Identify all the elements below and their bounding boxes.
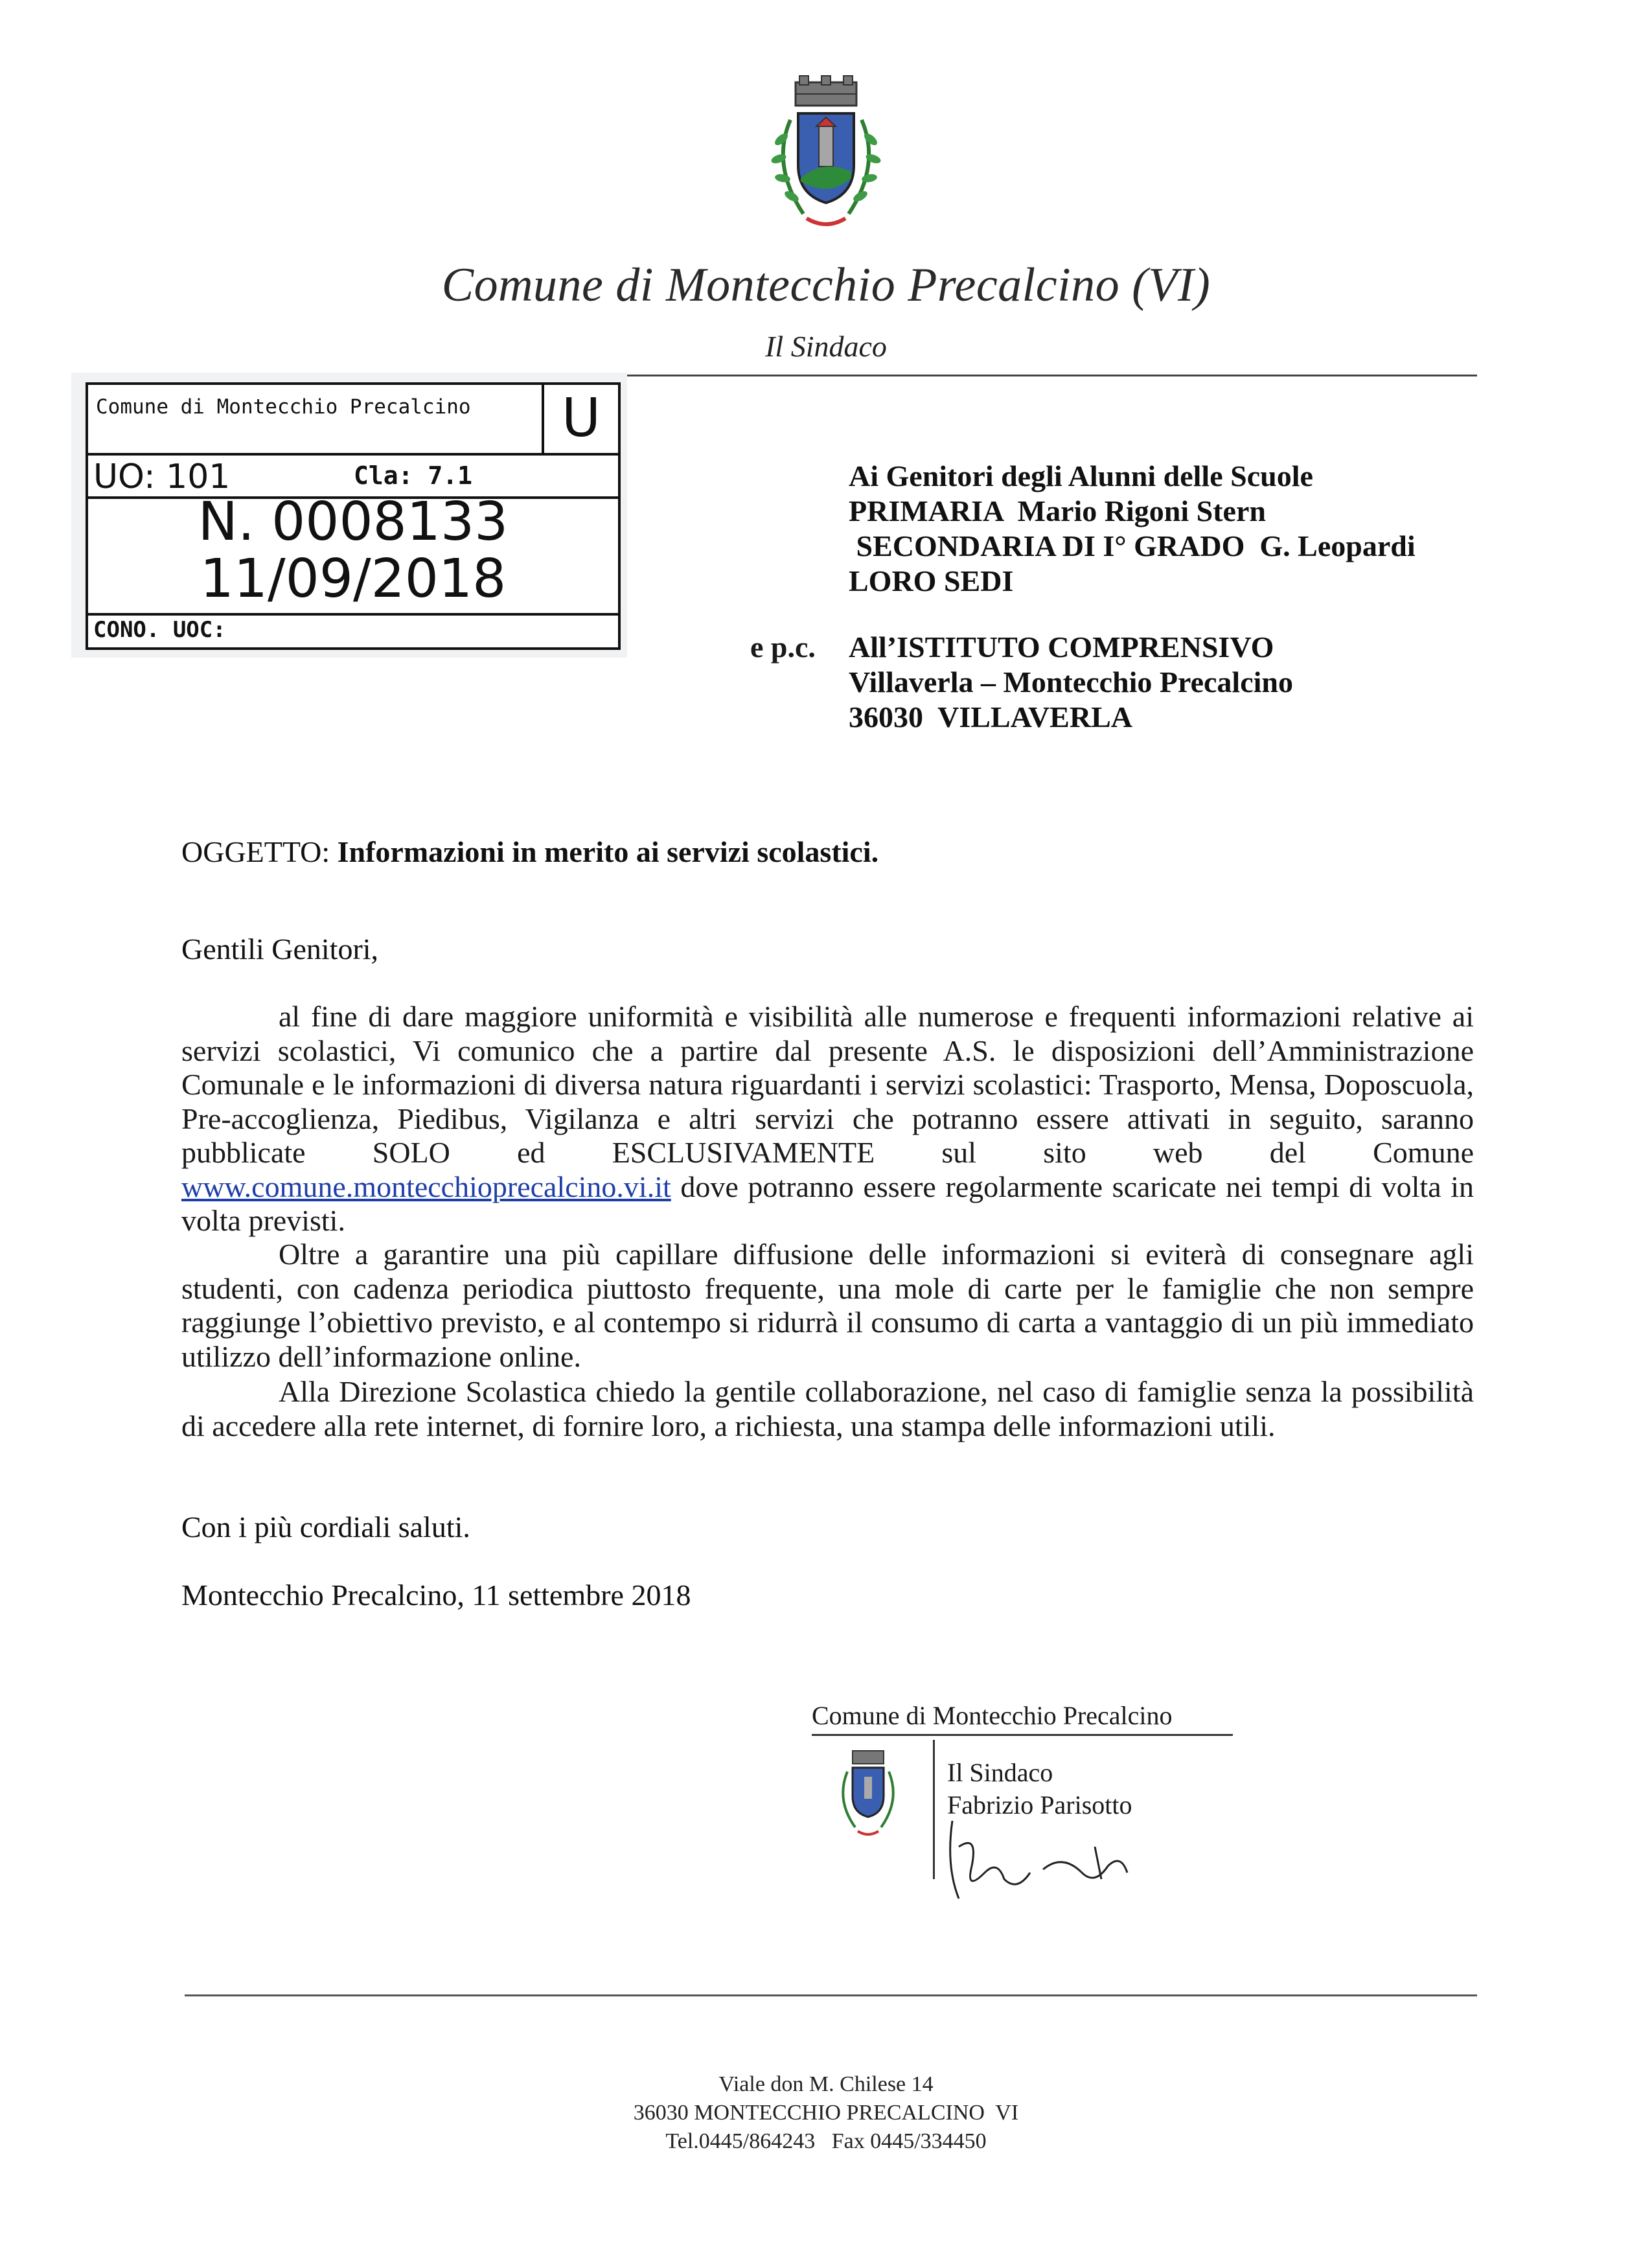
addressee-line: 36030 VILLAVERLA (849, 700, 1132, 734)
stamp-divider (88, 613, 618, 616)
subject-text: Informazioni in merito ai servizi scolastici. (337, 835, 879, 868)
municipal-crest-icon (751, 75, 901, 240)
municipality-title: Comune di Montecchio Precalcino (VI) (441, 259, 1211, 312)
body-paragraph (181, 1000, 1474, 1238)
stamp-cla: Cla: 7.1 (354, 461, 473, 490)
stamp-number: N. 0008133 (198, 491, 509, 553)
body-paragraph: Alla Direzione Scolastica chiedo la gentile collaborazione, nel caso di famiglie senza la possibilità di accedere alla rete internet, di fornire loro, a richiesta, una stampa delle informazioni utili. (181, 1375, 1474, 1442)
paragraph-text: al fine di dare maggiore uniformità e visibilità alle numerose e frequenti informazioni relative ai servizi scolastici, Vi comunico che a partire dal presente A.S. le disposizioni dell’Amministrazione Comunale e le informazioni di diversa natura riguardanti i servizi scolastici: Trasporto, Mensa, Doposcuola, Pre-accoglienza, Piedibus, Vigilanza e altri servizi che potranno essere attivati in seguito, saranno pubblicate SOLO ed ESCLUSIVAMENTE sul sito web del Comune (181, 1000, 1474, 1169)
place-date: Montecchio Precalcino, 11 settembre 2018 (181, 1578, 691, 1612)
subject-line (181, 835, 878, 869)
addressee-line: LORO SEDI (849, 564, 1014, 597)
footer-phone: Tel.0445/864243 Fax 0445/334450 (665, 2129, 987, 2153)
small-crest-icon (829, 1748, 907, 1840)
signatory-title: Il Sindaco (947, 1758, 1053, 1787)
paragraph-text: dove potranno essere regolarmente scaricate nei tempi di volta in volta previsti. (181, 1170, 1474, 1237)
addressee-line: Villaverla – Montecchio Precalcino (849, 665, 1293, 699)
stamp-divider (88, 453, 618, 456)
cc-label: e p.c. (750, 630, 816, 664)
subject-label: OGGETTO: (181, 835, 338, 868)
footer-city: 36030 MONTECCHIO PRECALCINO VI (633, 2101, 1019, 2125)
addressee-cc (849, 630, 1293, 735)
stamp-date: 11/09/2018 (200, 548, 507, 610)
footer-divider (185, 1994, 1477, 1996)
addressee-line: All’ISTITUTO COMPRENSIVO (849, 630, 1274, 664)
greeting: Gentili Genitori, (181, 932, 379, 965)
footer-address: Viale don M. Chilese 14 (718, 2072, 934, 2096)
addressee-primary (849, 459, 1416, 599)
website-link[interactable]: www.comune.montecchioprecalcino.vi.it (181, 1170, 671, 1203)
stamp-org: Comune di Montecchio Precalcino (96, 395, 471, 419)
body-paragraph: Oltre a garantire una più capillare diffusione delle informazioni si eviterà di consegnare agli studenti, con cadenza periodica piuttosto frequente, una mole di carte per le famiglie che non sempre raggiunge l’obiettivo previsto, e al contempo si ridurrà il consumo di carta a vantaggio di un più immediato utilizzo dell’informazione online. (181, 1238, 1474, 1373)
signature-divider (812, 1734, 1233, 1736)
addressee-line: Ai Genitori degli Alunni delle Scuole (849, 459, 1313, 492)
stamp-direction-box (542, 385, 618, 453)
signatory-name: Fabrizio Parisotto (947, 1790, 1132, 1820)
stamp-uo: UO: 101 (93, 457, 231, 496)
stamp-direction: U (561, 387, 601, 449)
closing-line: Con i più cordiali saluti. (181, 1510, 470, 1543)
addressee-line: PRIMARIA Mario Rigoni Stern (849, 494, 1266, 527)
stamp-cono: CONO. UOC: (93, 617, 226, 643)
addressee-line: SECONDARIA DI I° GRADO G. Leopardi (849, 529, 1416, 562)
protocol-stamp (86, 382, 621, 650)
signature-org: Comune di Montecchio Precalcino (812, 1701, 1173, 1730)
handwritten-signature-icon (933, 1808, 1147, 1912)
mayor-subtitle: Il Sindaco (765, 330, 887, 363)
